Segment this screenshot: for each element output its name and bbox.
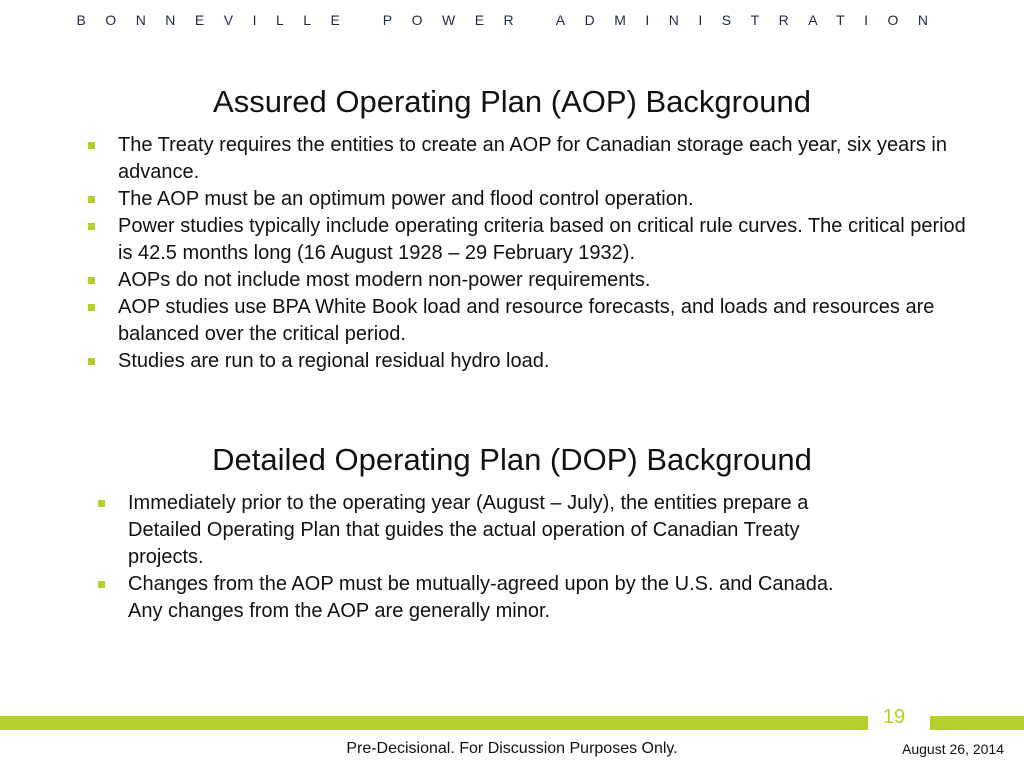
square-bullet-icon: [88, 196, 95, 203]
page-number: 19: [882, 706, 906, 728]
list-item: [96, 490, 856, 571]
bullet-text: Immediately prior to the operating year (August – July), the entities prepare a Detailed Operating Plan that guides the actual operation of Canadian Treaty projects.: [128, 492, 809, 568]
footer-disclaimer: Pre-Decisional. For Discussion Purposes Only.: [346, 740, 678, 757]
bullet-text: The AOP must be an optimum power and flood control operation.: [118, 188, 694, 210]
square-bullet-icon: [98, 500, 105, 507]
square-bullet-icon: [98, 581, 105, 588]
organization-header: BONNEVILLE POWER ADMINISTRATION: [76, 12, 948, 28]
footer-date: August 26, 2014: [902, 741, 1004, 757]
bullet-text: Power studies typically include operating criteria based on critical rule curves. The critical period is 42.5 months long (16 August 1928 – 29 February 1932).: [118, 215, 966, 264]
square-bullet-icon: [88, 277, 95, 284]
list-item: [86, 132, 966, 186]
footer-band-right: [930, 716, 1024, 730]
list-item: [86, 213, 966, 267]
aop-bullet-list: [86, 132, 966, 375]
list-item: [96, 571, 856, 625]
bullet-text: Studies are run to a regional residual hydro load.: [118, 350, 550, 372]
bullet-text: AOP studies use BPA White Book load and resource forecasts, and loads and resources are balanced over the critical period.: [118, 296, 935, 345]
square-bullet-icon: [88, 223, 95, 230]
footer-band-left: [0, 716, 868, 730]
dop-bullet-list: [96, 490, 856, 625]
bullet-text: Changes from the AOP must be mutually-agreed upon by the U.S. and Canada. Any changes from the AOP are generally minor.: [128, 573, 834, 622]
dop-section-title: Detailed Operating Plan (DOP) Background: [212, 442, 812, 477]
aop-section-title: Assured Operating Plan (AOP) Background: [213, 84, 811, 119]
list-item: [86, 294, 966, 348]
bullet-text: AOPs do not include most modern non-power requirements.: [118, 269, 651, 291]
square-bullet-icon: [88, 304, 95, 311]
bullet-text: The Treaty requires the entities to create an AOP for Canadian storage each year, six years in advance.: [118, 134, 947, 183]
square-bullet-icon: [88, 142, 95, 149]
list-item: [86, 267, 966, 294]
square-bullet-icon: [88, 358, 95, 365]
list-item: [86, 186, 966, 213]
list-item: [86, 348, 966, 375]
